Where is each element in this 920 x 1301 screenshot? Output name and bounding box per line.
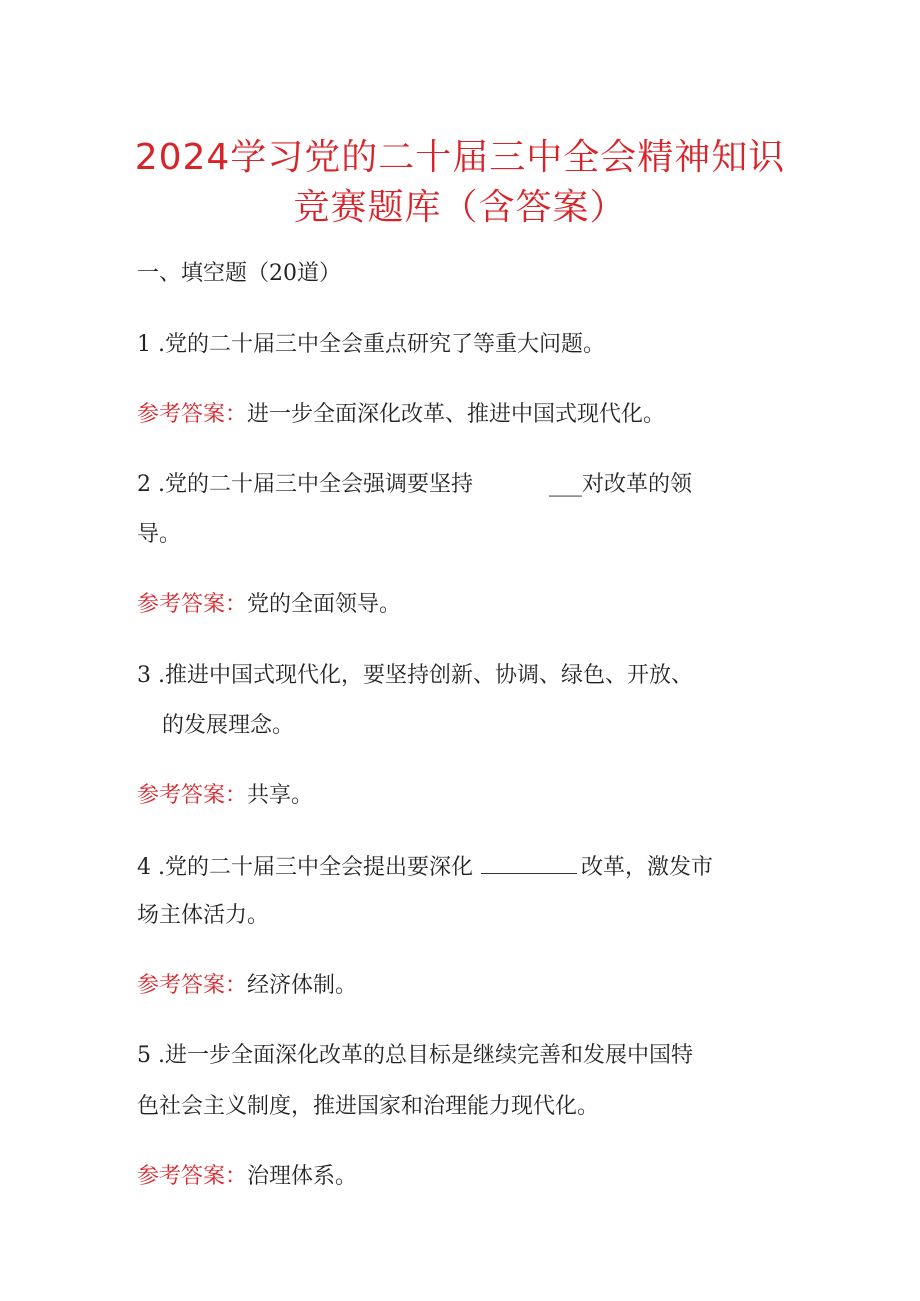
question-number: 2 xyxy=(137,472,151,497)
question-number: 5 xyxy=(137,1043,151,1068)
question-text: .党的二十届三中全会提出要深化 xyxy=(158,855,473,880)
answer-4 xyxy=(137,971,357,1001)
answer-label: 参考答案： xyxy=(137,402,248,427)
answer-label: 参考答案： xyxy=(137,592,248,617)
question-number: 3 xyxy=(137,663,151,688)
answer-text: 党的全面领导。 xyxy=(247,592,402,617)
question-text: .进一步全面深化改革的总目标是继续完善和发展中国特 xyxy=(158,1043,693,1068)
answer-3 xyxy=(137,781,313,811)
question-4 xyxy=(137,851,713,883)
question-blank: ___ xyxy=(549,472,582,497)
question-text: .党的二十届三中全会重点研究了等重大问题。 xyxy=(158,332,605,357)
document-title-line-1: 2024学习党的二十届三中全会精神知识 xyxy=(134,137,786,178)
answer-label: 参考答案： xyxy=(137,1164,248,1189)
answer-1 xyxy=(137,400,665,430)
answer-label: 参考答案： xyxy=(137,783,248,808)
document-title-line-2: 竞赛题库（含答案） xyxy=(293,187,627,228)
question-text: .推进中国式现代化，要坚持创新、协调、绿色、开放、 xyxy=(158,663,693,688)
question-2-line-2: 导。 xyxy=(137,522,182,547)
question-text-continued: 改革，激发市 xyxy=(581,855,714,880)
question-number: 1 xyxy=(137,332,151,357)
question-3-line-2: 的发展理念。 xyxy=(162,713,295,738)
answer-text: 经济体制。 xyxy=(247,973,358,998)
question-3 xyxy=(137,661,693,691)
answer-text: 进一步全面深化改革、推进中国式现代化。 xyxy=(247,402,666,427)
answer-2 xyxy=(137,590,401,620)
question-5-line-2: 色社会主义制度，推进国家和治理能力现代化。 xyxy=(137,1094,600,1119)
question-text: .党的二十届三中全会强调要坚持 xyxy=(158,472,473,497)
question-2 xyxy=(137,470,692,500)
answer-blank-line xyxy=(481,851,577,874)
question-number: 4 xyxy=(137,855,151,880)
answer-label: 参考答案： xyxy=(137,973,248,998)
section-heading: 一、填空题（20道） xyxy=(137,261,341,286)
question-4-line-2: 场主体活力。 xyxy=(137,903,270,928)
answer-text: 治理体系。 xyxy=(247,1164,358,1189)
question-1 xyxy=(137,330,605,360)
answer-text: 共享。 xyxy=(247,783,314,808)
question-5 xyxy=(137,1041,693,1071)
answer-5 xyxy=(137,1162,357,1192)
question-text-continued: 对改革的领 xyxy=(582,472,693,497)
